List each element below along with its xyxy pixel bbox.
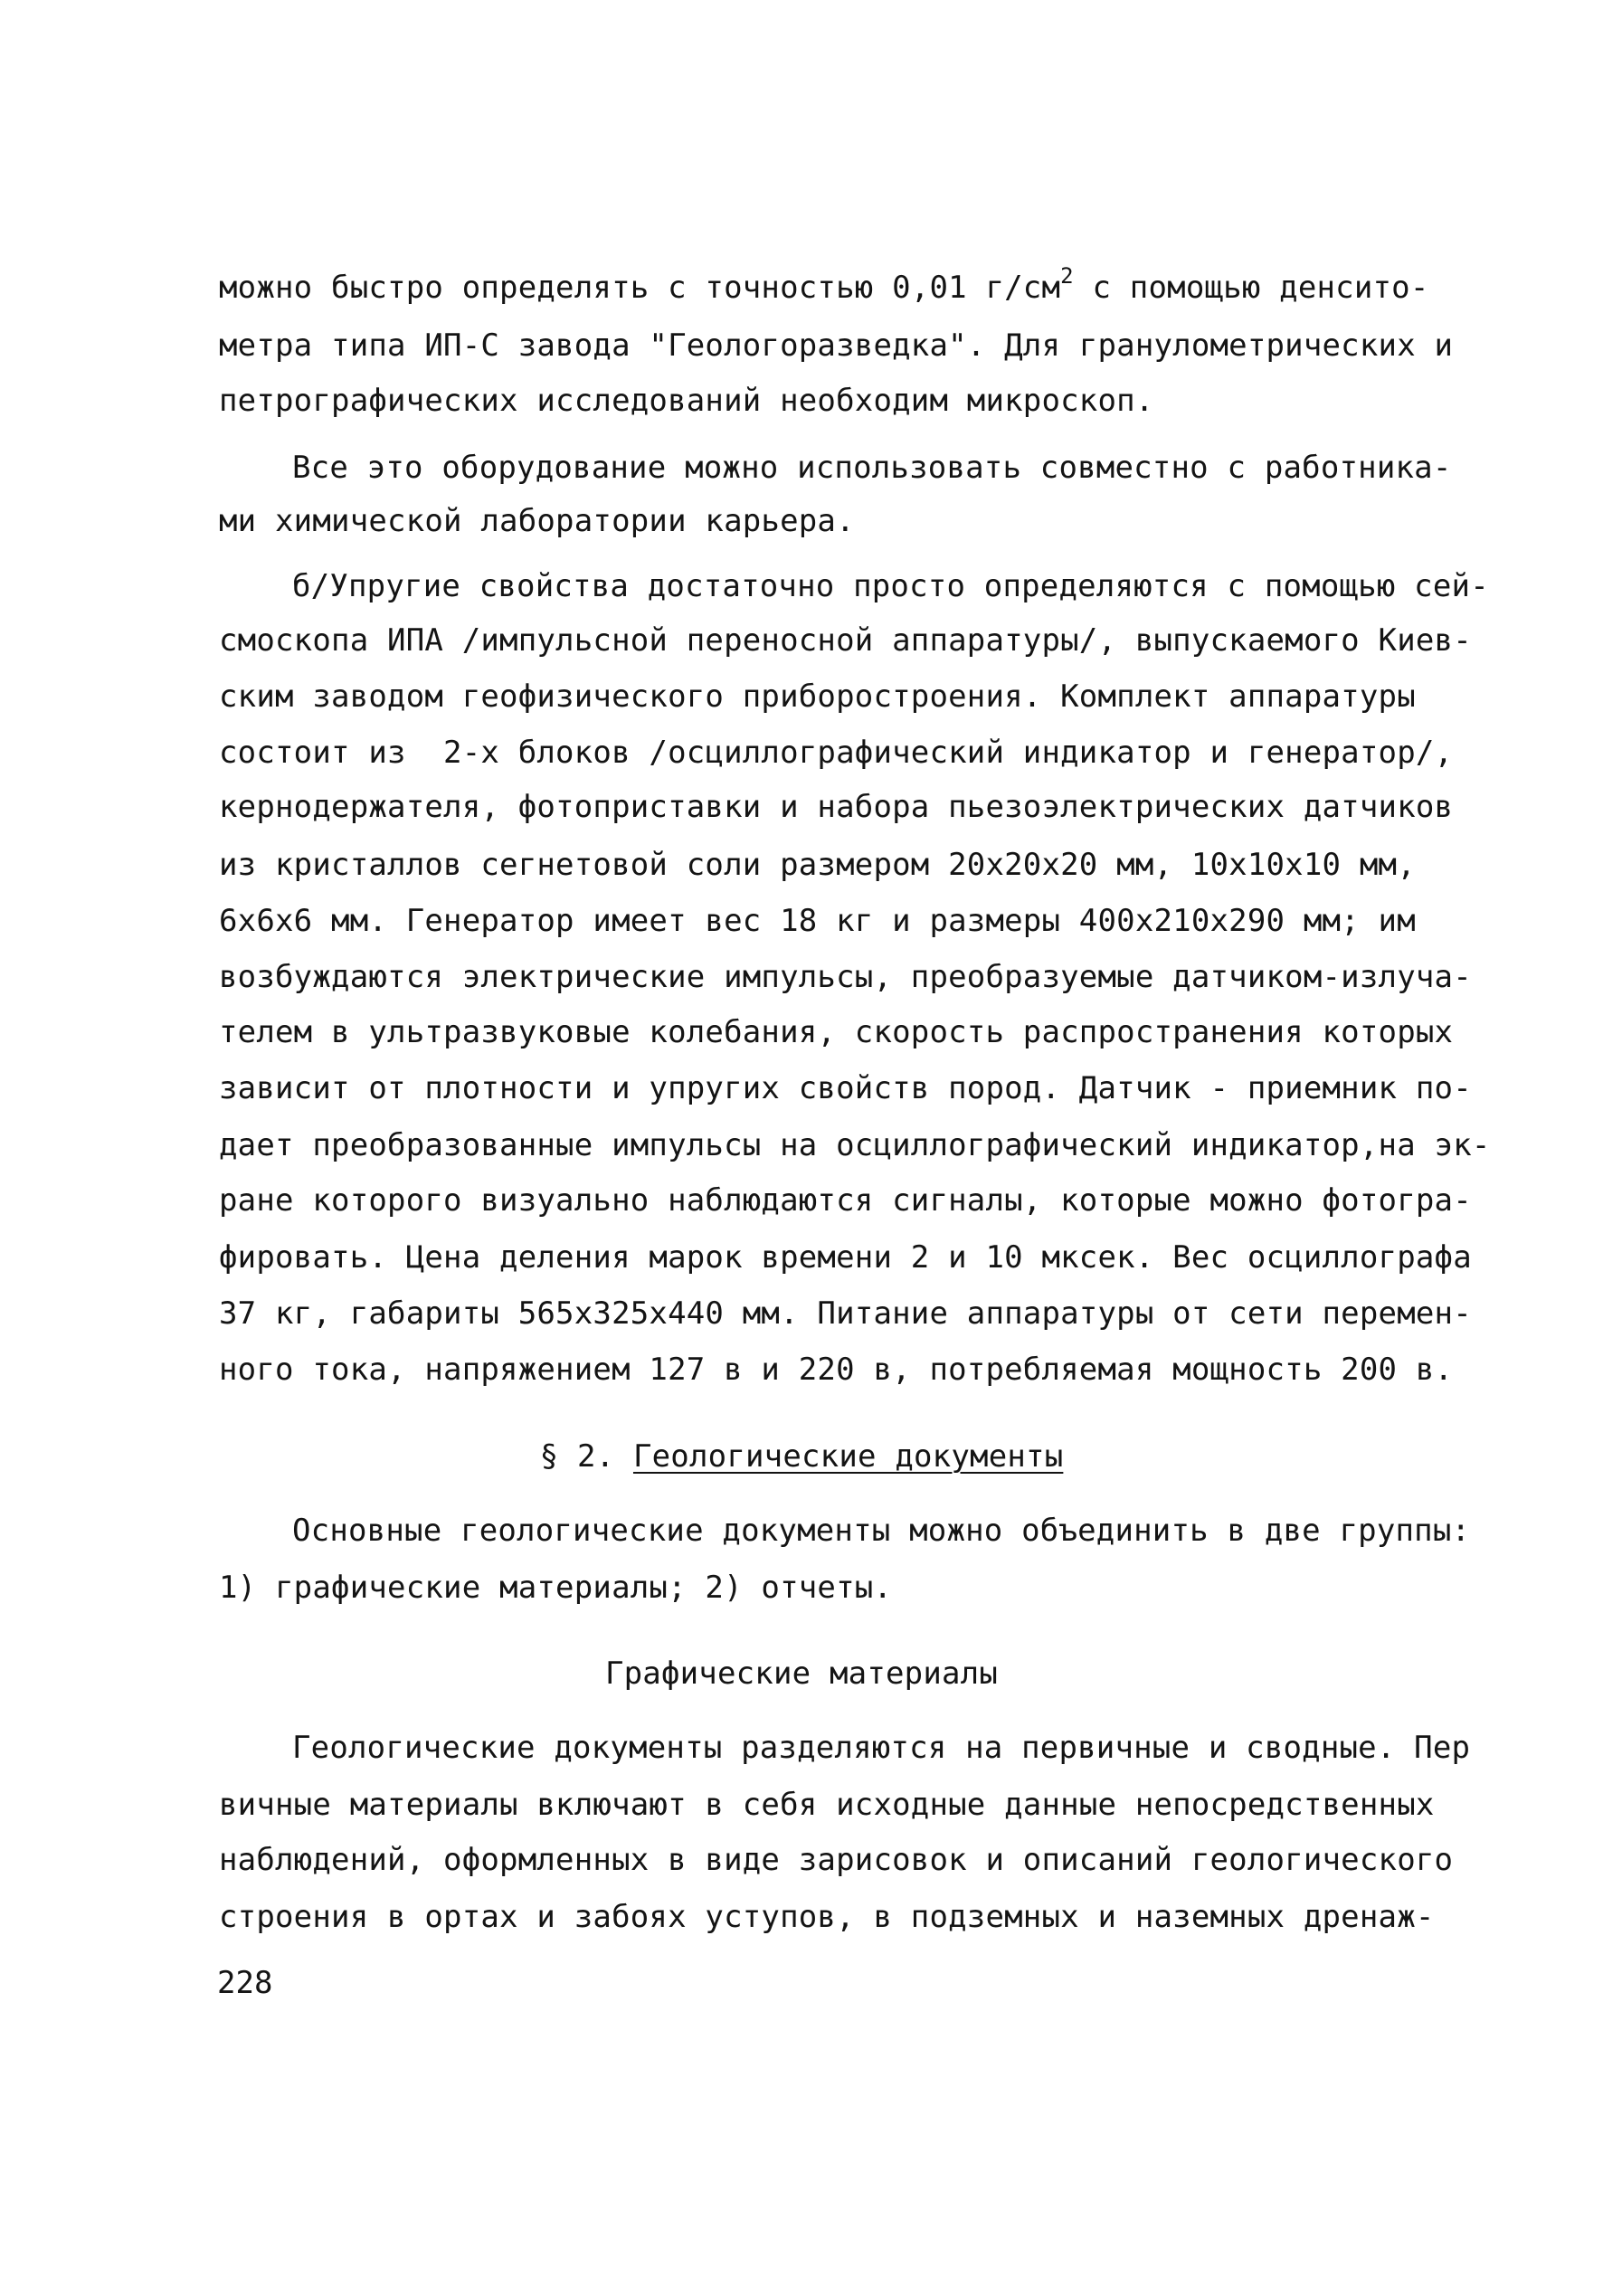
section-heading <box>0 1438 1603 1475</box>
text-line-13: возбуждаются электрические импульсы, преобразуемые датчиком-излуча- <box>219 959 1472 995</box>
text-line-19: 37 кг, габариты 565х325х440 мм. Питание аппаратуры от сети перемен- <box>219 1295 1472 1332</box>
graphic-line-1: Геологические документы разделяются на первичные и сводные. Пер <box>292 1730 1471 1766</box>
text-line-20: ного тока, напряжением 127 в и 220 в, потребляемая мощность 200 в. <box>219 1352 1454 1388</box>
text-line-18: фировать. Цена деления марок времени 2 и 10 мксек. Вес осциллографа <box>219 1239 1472 1276</box>
subheading: Графические материалы <box>604 1656 999 1692</box>
text-line-11: из кристаллов сегнетовой соли размером 20х20х20 мм, 10х10х10 мм, <box>219 847 1416 883</box>
text-line-2: метра типа ИП-С завода "Геологоразведка". Для гранулометрических и <box>219 327 1454 364</box>
text-line-3: петрографических исследований необходим микроскоп. <box>219 383 1154 419</box>
section-number: § 2. <box>539 1438 615 1475</box>
groups-line-2: 1) графические материалы; 2) отчеты. <box>219 1570 893 1606</box>
graphic-line-3: наблюдений, оформленных в виде зарисовок и описаний геологического <box>219 1842 1454 1878</box>
groups-line-1: Основные геологические документы можно объединить в две группы: <box>292 1513 1471 1549</box>
text-line-15: зависит от плотности и упругих свойств пород. Датчик - приемник по- <box>219 1070 1472 1106</box>
graphic-line-2: вичные материалы включают в себя исходные данные непосредственных <box>219 1787 1435 1823</box>
superscript: 2 <box>1060 262 1074 289</box>
text-line-14: телем в ультразвуковые колебания, скорость распространения которых <box>219 1014 1454 1050</box>
text-line-10: кернодержателя, фотоприставки и набора пьезоэлектрических датчиков <box>219 789 1454 825</box>
text-line-8: ским заводом геофизического приборостроения. Комплект аппаратуры <box>219 678 1416 715</box>
text-line-4: Все это оборудование можно использовать совместно с работника- <box>292 450 1452 486</box>
text-line-16: дает преобразованные импульсы на осциллографический индикатор,на эк- <box>219 1127 1491 1163</box>
text-line-6: б/Упругие свойства достаточно просто определяются с помощью сей- <box>292 568 1489 604</box>
graphic-line-4: строения в ортах и забоях уступов, в подземных и наземных дренаж- <box>219 1899 1435 1935</box>
section-title: Геологические документы <box>632 1438 1064 1475</box>
text-line-7: смоскопа ИПА /импульсной переносной аппаратуры/, выпускаемого Киев- <box>219 622 1472 659</box>
page-number: 228 <box>217 1965 273 2001</box>
text-line-5: ми химической лаборатории карьера. <box>219 503 855 539</box>
text-line-9: состоит из 2-х блоков /осциллографический индикатор и генератор/, <box>219 735 1454 771</box>
text-line-12: 6х6х6 мм. Генератор имеет вес 18 кг и размеры 400х210х290 мм; им <box>219 903 1416 939</box>
text-line-1: можно быстро определять с точностью 0,01 $г/см^2$ с помощью денсито- <box>219 262 1429 306</box>
text-line-17: ране которого визуально наблюдаются сигналы, которые можно фотогра- <box>219 1182 1472 1219</box>
